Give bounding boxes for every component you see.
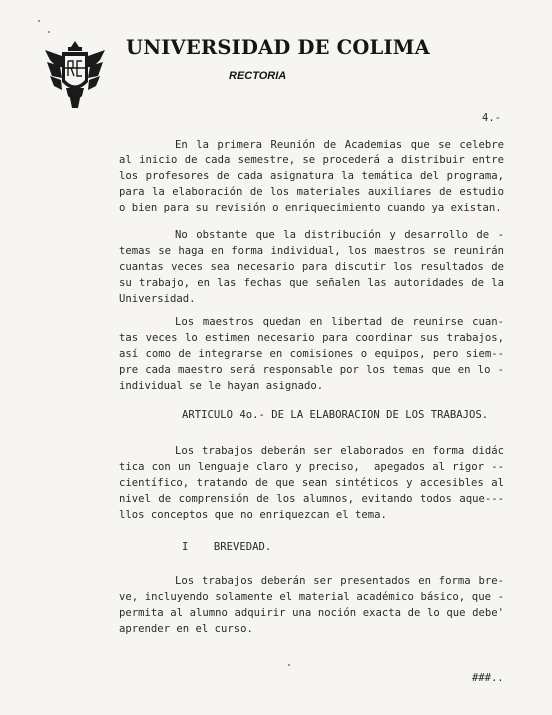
office-name: RECTORIA bbox=[229, 70, 287, 82]
continuation-mark: ###.. bbox=[472, 672, 504, 684]
paragraph-line: En la primera Reunión de Academias que se celebre bbox=[175, 139, 504, 151]
paragraph-line: Los trabajos deberán ser elaborados en forma didác bbox=[175, 445, 504, 457]
section-heading: I BREVEDAD. bbox=[182, 541, 272, 553]
paragraph-line: científico, tratando de que sean sintéticos y accesibles al bbox=[119, 477, 504, 489]
paragraph-line: pre cada maestro será responsable por los temas que en lo - bbox=[119, 364, 504, 376]
paragraph-line: los profesores de cada asignatura la temática del programa, bbox=[119, 170, 504, 182]
paper-speck bbox=[48, 31, 50, 33]
paper-speck bbox=[288, 664, 290, 666]
paragraph-line: Los maestros quedan en libertad de reunirse cuan- bbox=[175, 316, 504, 328]
university-seal-icon bbox=[44, 38, 106, 110]
paragraph-line: ve, incluyendo solamente el material académico básico, que - bbox=[119, 591, 504, 603]
paragraph-line: temas se haga en forma individual, los maestros se reunirán bbox=[119, 245, 504, 257]
paragraph-line: así como de integrarse en comisiones o equipos, pero siem-- bbox=[119, 348, 504, 360]
paragraph-line: Los trabajos deberán ser presentados en forma bre- bbox=[175, 575, 504, 587]
paragraph-line: o bien para su revisión o enriquecimiento cuando ya existan. bbox=[119, 202, 502, 214]
paragraph-line: llos conceptos que no enriquezcan el tema. bbox=[119, 509, 387, 521]
paragraph-line: individual se le hayan asignado. bbox=[119, 380, 324, 392]
paragraph-line: su trabajo, en las fechas que señalen las autoridades de la bbox=[119, 277, 504, 289]
paragraph-line: tica con un lenguaje claro y preciso, apegados al rigor -- bbox=[119, 461, 504, 473]
paragraph-line: para la elaboración de los materiales auxiliares de estudio bbox=[119, 186, 504, 198]
paragraph-line: Universidad. bbox=[119, 293, 196, 305]
paragraph-line: permita al alumno adquirir una noción exacta de lo que debe' bbox=[119, 607, 504, 619]
page-number: 4.- bbox=[482, 112, 501, 124]
article-heading: ARTICULO 4o.- DE LA ELABORACION DE LOS TRABAJOS. bbox=[182, 409, 489, 421]
paragraph-line: cuantas veces sea necesario para discutir los resultados de bbox=[119, 261, 504, 273]
university-name: UNIVERSIDAD DE COLIMA bbox=[126, 36, 430, 59]
paper-speck bbox=[38, 20, 40, 22]
paragraph-line: tas veces lo estimen necesario para coordinar sus trabajos, bbox=[119, 332, 504, 344]
paragraph-line: aprender en el curso. bbox=[119, 623, 253, 635]
paragraph-line: No obstante que la distribución y desarrollo de - bbox=[175, 229, 504, 241]
paragraph-line: nivel de comprensión de los alumnos, evitando todos aque--- bbox=[119, 493, 504, 505]
paragraph-line: al inicio de cada semestre, se procederá a distribuir entre bbox=[119, 154, 504, 166]
